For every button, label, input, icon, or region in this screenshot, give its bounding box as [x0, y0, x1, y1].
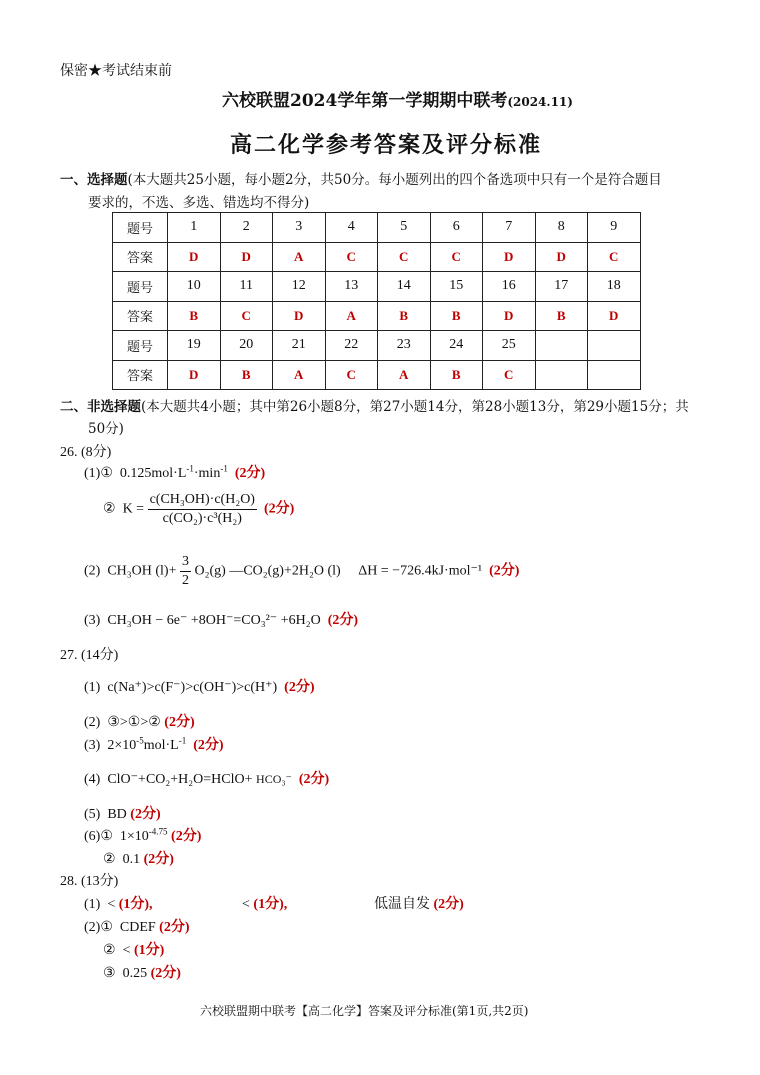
q27-p1-eq: c(Na⁺)>c(F⁻)>c(OH⁻)>c(H⁺) [107, 680, 278, 695]
q26-p1-mid: ·min [193, 466, 221, 481]
q26-p2-numerator: c(CH₃OH)·c(H₂O) [148, 492, 257, 510]
question-number-cell: 25 [483, 331, 536, 361]
q26-p4-score: (2分) [327, 613, 359, 628]
q28-p1-c: 低温自发 [374, 897, 430, 912]
q28-p3-value: < [122, 943, 131, 958]
q27-p3-score: (2分) [193, 738, 224, 753]
answer-cell: A [273, 360, 326, 390]
section2-note-1: (本大题共4小题；其中第26小题8分，第27小题14分，第28小题13分，第29小题15分；共 [141, 399, 689, 415]
question-number-cell: 8 [535, 213, 588, 243]
question-number-cell: 17 [535, 272, 588, 302]
q27-p7-score: (2分) [143, 852, 174, 867]
answer-cell: D [483, 242, 536, 272]
q26-p2-k: K = [122, 501, 145, 517]
q28-p2-label: (2)① [84, 920, 113, 935]
q27-part4 [84, 768, 329, 788]
answer-row [113, 242, 641, 272]
question-number-cell: 21 [273, 331, 326, 361]
question-number-cell: 10 [168, 272, 221, 302]
q27-part2 [84, 711, 195, 731]
q26-p3-eq-left: CH₃OH (l)+ [107, 563, 177, 579]
answer-cell: C [378, 242, 431, 272]
q27-part3 [84, 734, 224, 754]
answer-cell: B [430, 360, 483, 390]
question-number-cell: 23 [378, 331, 431, 361]
q27-p3-value: 2×10 [107, 738, 137, 753]
q28-p1-label: (1) [84, 897, 101, 912]
q26-p2-denominator: c(CO₂)·c³(H₂) [162, 511, 242, 526]
q27-p3-label: (3) [84, 738, 101, 753]
section1-line1 [60, 168, 662, 188]
q27-p7-label: ② [103, 852, 116, 867]
answer-cell: A [325, 301, 378, 331]
question-row [113, 272, 641, 302]
question-number-cell: 9 [588, 213, 641, 243]
q27-p2-score: (2分) [164, 715, 195, 730]
q27-part6 [84, 825, 201, 845]
q26-p3-dh: ΔH = −726.4kJ·mol⁻¹ [358, 563, 483, 579]
q26-part3 [84, 554, 519, 589]
confidential-label: 保密★考试结束前 [60, 63, 172, 79]
question-number-cell: 2 [220, 213, 273, 243]
q28-p3-score: (1分) [133, 943, 165, 958]
answer-cell: B [378, 301, 431, 331]
section1-note-2: 要求的，不选、多选、错选均不得分) [88, 195, 310, 211]
question-number-cell: 13 [325, 272, 378, 302]
answer-cell: D [483, 301, 536, 331]
q27-p4-label: (4) [84, 772, 101, 787]
q28-p4-label: ③ [103, 966, 116, 981]
question-number-cell: 6 [430, 213, 483, 243]
question-number-cell: 19 [168, 331, 221, 361]
answer-cell: C [430, 242, 483, 272]
answer-cell: B [430, 301, 483, 331]
q26-p1-sup2: -1 [220, 463, 228, 474]
question-number-cell: 22 [325, 331, 378, 361]
question-number-cell: 11 [220, 272, 273, 302]
q26-part1 [84, 462, 265, 482]
answer-row-label: 答案 [113, 360, 168, 390]
q27-p4-tail: HCO₃⁻ [256, 772, 292, 786]
q26-part4 [84, 609, 358, 629]
answer-cell: D [220, 242, 273, 272]
question-number-cell: 15 [430, 272, 483, 302]
answer-row [113, 360, 641, 390]
page-footer: 六校联盟期中联考【高二化学】答案及评分标准(第1页,共2页) [200, 1004, 529, 1018]
q28-part2 [84, 916, 190, 936]
q27-p6-value: 1×10 [119, 829, 149, 844]
q28-p1-a-score: (1分), [118, 897, 153, 912]
answer-cell: B [220, 360, 273, 390]
q28-part3 [103, 939, 164, 959]
q26-p1-score: (2分) [234, 466, 266, 481]
question-number-cell: 20 [220, 331, 273, 361]
question-number-cell [588, 331, 641, 361]
q28-part4 [103, 962, 181, 982]
answer-cell: D [588, 301, 641, 331]
q28-p3-label: ② [103, 943, 116, 958]
q28-part1-c [374, 893, 464, 913]
q27-p3-unit: mol·L [143, 738, 179, 753]
q26-p4-label: (3) [84, 613, 101, 628]
q28-p1-a: < [107, 897, 116, 912]
q28-p4-value: 0.25 [122, 966, 148, 981]
answer-row-label: 答案 [113, 301, 168, 331]
answer-cell: C [483, 360, 536, 390]
answer-cell: C [325, 360, 378, 390]
answer-cell [535, 360, 588, 390]
answer-cell: D [273, 301, 326, 331]
q28-p2-value: CDEF [119, 920, 156, 935]
q27-p5-label: (5) [84, 807, 101, 822]
answer-cell: B [168, 301, 221, 331]
q27-p6-label: (6)① [84, 829, 113, 844]
answer-cell: D [535, 242, 588, 272]
q26-p1-sup1: -1 [186, 463, 194, 474]
q27-p1-score: (2分) [284, 680, 315, 695]
question-number-cell: 5 [378, 213, 431, 243]
q26-p3-eq-right: O₂(g) —CO₂(g)+2H₂O (l) [194, 563, 341, 579]
answer-cell: D [168, 242, 221, 272]
q26-p3-frac-den: 2 [182, 573, 189, 588]
q27-p7-value: 0.1 [122, 852, 141, 867]
document-title: 高二化学参考答案及评分标准 [230, 132, 543, 158]
section1-note-1: (本大题共25小题，每小题2分，共50分。每小题列出的四个备选项中只有一个是符合题目 [127, 172, 662, 188]
q26-p4-eq: CH₃OH − 6e⁻ +8OH⁻=CO₃²⁻ +6H₂O [107, 613, 321, 628]
q26-p3-score: (2分) [489, 563, 520, 579]
exam-date: (2024.11) [507, 95, 573, 109]
answer-table [112, 212, 641, 390]
question-row [113, 331, 641, 361]
q27-p4-eq: ClO⁻+CO₂+H₂O=HClO+ [107, 772, 253, 787]
q27-p6-sup: -4.75 [148, 826, 168, 837]
question-number-cell: 18 [588, 272, 641, 302]
q26-p2-label: ② [103, 501, 116, 517]
q26-title: 26. (8分) [60, 445, 112, 460]
q28-p1-b-score: (1分), [253, 897, 288, 912]
q28-part1-b [242, 893, 287, 913]
q27-p2-value: ③>①>② [107, 715, 161, 730]
answer-row-label: 答案 [113, 242, 168, 272]
question-number-cell: 1 [168, 213, 221, 243]
q26-p1-value: 0.125mol·L [119, 466, 187, 481]
q26-p3-label: (2) [84, 563, 101, 579]
question-number-cell [535, 331, 588, 361]
question-number-cell: 16 [483, 272, 536, 302]
question-row-label: 题号 [113, 272, 168, 302]
answer-cell: A [378, 360, 431, 390]
question-row [113, 213, 641, 243]
q27-part5 [84, 803, 161, 823]
question-row-label: 题号 [113, 331, 168, 361]
q27-part7 [103, 848, 174, 868]
question-number-cell: 24 [430, 331, 483, 361]
question-number-cell: 14 [378, 272, 431, 302]
exam-title-text: 六校联盟2024学年第一学期期中联考 [222, 91, 508, 111]
q27-p5-value: BD [107, 807, 127, 822]
exam-title [222, 86, 573, 111]
question-number-cell: 3 [273, 213, 326, 243]
answer-cell [588, 360, 641, 390]
answer-cell: C [220, 301, 273, 331]
section1-heading: 一、选择题 [60, 172, 128, 188]
q27-p3-sup1: -5 [136, 735, 144, 746]
q27-p5-score: (2分) [130, 807, 161, 822]
section2-note-2: 50分) [88, 421, 124, 437]
answer-row [113, 301, 641, 331]
q28-title: 28. (13分) [60, 874, 119, 889]
q27-p2-label: (2) [84, 715, 101, 730]
q26-p3-fraction [180, 554, 191, 589]
q28-p4-score: (2分) [150, 966, 181, 981]
question-row-label: 题号 [113, 213, 168, 243]
question-number-cell: 7 [483, 213, 536, 243]
section2-line1 [60, 395, 689, 415]
section2-heading: 二、非选择题 [60, 399, 141, 415]
q28-p1-b: < [242, 897, 250, 912]
answer-cell: B [535, 301, 588, 331]
q27-p3-sup2: -1 [178, 735, 187, 746]
q28-part1-label-row [84, 893, 153, 913]
q26-p2-fraction [148, 492, 257, 527]
q28-p2-score: (2分) [159, 920, 190, 935]
q27-part1 [84, 676, 315, 696]
question-number-cell: 12 [273, 272, 326, 302]
q26-p1-label: (1)① [84, 466, 113, 481]
answer-cell: D [168, 360, 221, 390]
answer-cell: C [588, 242, 641, 272]
q26-part2 [103, 492, 294, 527]
question-number-cell: 4 [325, 213, 378, 243]
q27-p6-score: (2分) [171, 829, 202, 844]
q26-p2-score: (2分) [263, 501, 295, 517]
q27-title: 27. (14分) [60, 648, 119, 663]
q27-p4-score: (2分) [298, 772, 330, 787]
q27-p1-label: (1) [84, 680, 101, 695]
q28-p1-c-score: (2分) [433, 897, 464, 912]
q26-p3-frac-num: 3 [180, 554, 191, 572]
answer-cell: C [325, 242, 378, 272]
answer-cell: A [273, 242, 326, 272]
